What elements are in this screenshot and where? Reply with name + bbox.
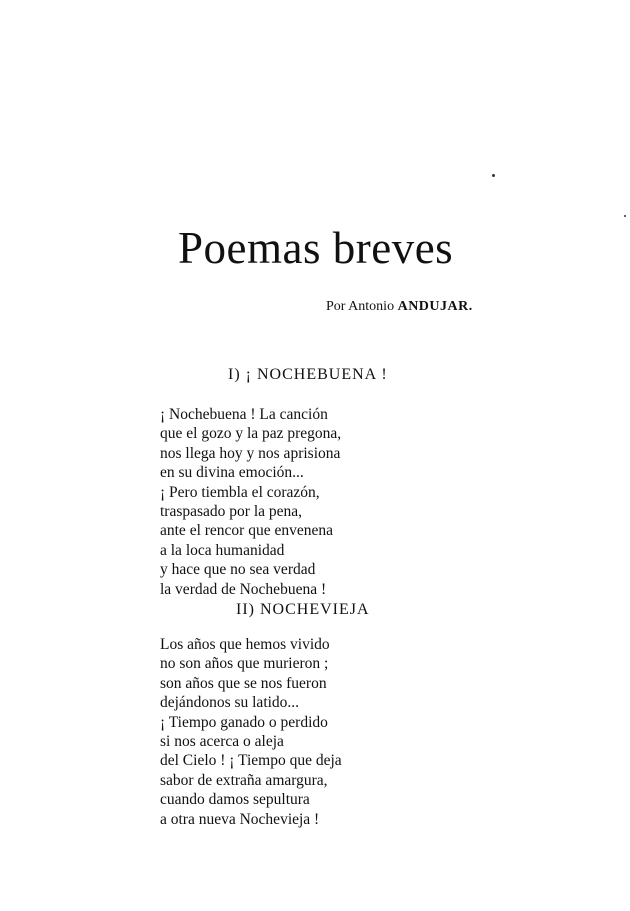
poem-line: si nos acerca o aleja [160, 733, 284, 751]
poem-line: son años que se nos fueron [160, 674, 327, 692]
poem-line: nos llega hoy y nos aprisiona [160, 444, 341, 462]
author-prefix: Por Antonio [326, 299, 395, 314]
poem-nochevieja [160, 635, 342, 829]
author-byline [326, 299, 473, 315]
paper-speck [492, 174, 495, 177]
poem-line: ante el rencor que envenena [160, 522, 333, 540]
poem-line: no son años que murieron ; [160, 655, 329, 673]
poem-line: Los años que hemos vivido [160, 636, 330, 653]
poem-nochebuena [160, 405, 341, 599]
section-heading-nochebuena: I) ¡ NOCHEBUENA ! [228, 366, 388, 383]
poem-line: del Cielo ! ¡ Tiempo que deja [160, 752, 342, 770]
poem-line: ¡ Pero tiembla el corazón, [160, 483, 320, 501]
poem-line: dejándonos su latido... [160, 694, 300, 712]
poem-line: y hace que no sea verdad [160, 561, 316, 579]
poem-line: ¡ Nochebuena ! La canción [160, 406, 328, 423]
poem-line: que el gozo y la paz pregona, [160, 425, 342, 443]
paper-speck [624, 215, 626, 217]
poem-line: sabor de extraña amargura, [160, 771, 328, 789]
section-heading-nochevieja: II) NOCHEVIEJA [236, 601, 370, 618]
poem-line: a la loca humanidad [160, 541, 285, 559]
poem-line: ¡ Tiempo ganado o perdido [160, 713, 328, 731]
poem-line: traspasado por la pena, [160, 503, 303, 521]
poem-line: cuando damos sepultura [160, 791, 310, 809]
poem-line: la verdad de Nochebuena ! [160, 580, 327, 598]
poem-line: a otra nueva Nochevieja ! [160, 810, 320, 828]
author-name: ANDUJAR. [397, 299, 473, 314]
page-title: Poemas breves [178, 223, 454, 273]
poem-line: en su divina emoción... [160, 464, 304, 482]
